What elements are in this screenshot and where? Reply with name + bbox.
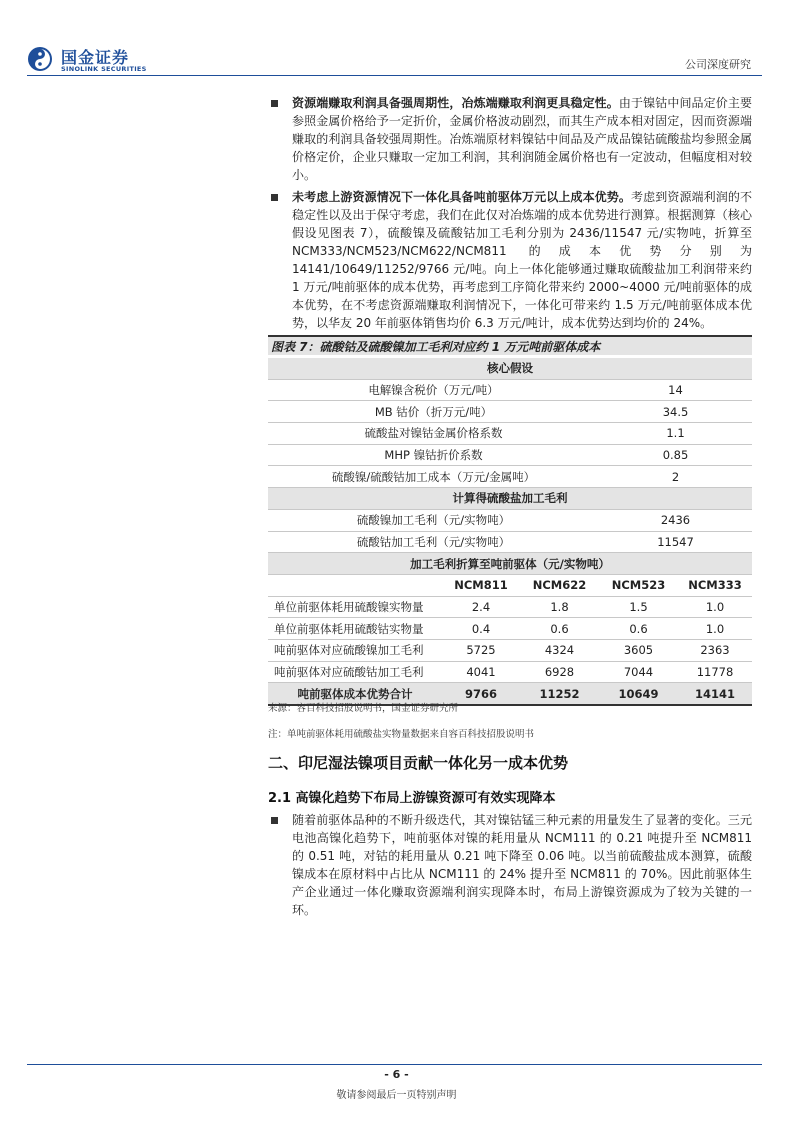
figure-note: 注：单吨前驱体耗用硫酸盐实物量数据来自容百科技招股说明书 [268, 729, 535, 740]
row-label: 硫酸盐对镍钴金属价格系数 [268, 423, 599, 445]
table-section-header [268, 488, 752, 510]
table-row [268, 661, 752, 683]
row-value: 14 [599, 379, 752, 401]
table-row [268, 401, 752, 423]
square-bullet-icon [271, 194, 278, 201]
table-row [268, 379, 752, 401]
bullet-heading: 未考虑上游资源情况下一体化具备吨前驱体万元以上成本优势。 [292, 190, 632, 204]
cell: 0.6 [520, 618, 599, 640]
data-table [268, 358, 752, 706]
table-column-header-row [268, 574, 752, 596]
page-number: - 6 - [384, 1068, 409, 1081]
section-label: 核心假设 [268, 358, 752, 379]
footer-divider [27, 1064, 762, 1065]
cell: 10649 [599, 683, 678, 705]
row-value: 34.5 [599, 401, 752, 423]
square-bullet-icon [271, 100, 278, 107]
cell: 1.0 [678, 596, 752, 618]
table-section-header [268, 553, 752, 575]
logo-english-name: SINOLINK SECURITIES [61, 65, 147, 73]
table-row [268, 509, 752, 531]
column-header: NCM333 [678, 574, 752, 596]
table-row [268, 596, 752, 618]
bullet-text: 考虑到资源端利润的不稳定性以及出于保守考虑，我们在此仅对冶炼端的成本优势进行测算。根据测算（核心假设见图表 7），硫酸镍及硫酸钴加工毛利分别为 2436/11547 元/实物吨，折算至 NCM333/NCM523/NCM622/NCM811 的成本优势分别为 14141/10649/11252/9766 元/吨。向上一体化能够通过赚取硫酸盐加工利润带来约 1 万元/吨前驱体的成本优势，再考虑到工序简化带来约 2000~4000 元/吨前驱体的成本优势，在不考虑资源端赚取利润情况下，一体化可带来约 1.5 万元/吨前驱体成本优势，以华友 20 年前驱体销售均价 6.3 万元/吨计，成本优势达到均价的 24%。 [292, 190, 752, 330]
cell: 2.4 [442, 596, 520, 618]
row-value: 11547 [599, 531, 752, 553]
row-value: 2 [599, 466, 752, 488]
table-section-header [268, 358, 752, 379]
row-label: MHP 镍钴折价系数 [268, 444, 599, 466]
figure-title: 图表 7：硫酸钴及硫酸镍加工毛利对应约 1 万元吨前驱体成本 [268, 335, 752, 355]
table-row [268, 618, 752, 640]
row-label: 吨前驱体对应硫酸钴加工毛利 [268, 661, 442, 683]
table-row [268, 444, 752, 466]
row-label: 吨前驱体成本优势合计 [268, 683, 442, 705]
cell: 14141 [678, 683, 752, 705]
section-label: 计算得硫酸盐加工毛利 [268, 488, 752, 510]
cell: 6928 [520, 661, 599, 683]
bullet-paragraph [268, 811, 752, 919]
logo-chinese-name: 国金证券 [61, 48, 130, 67]
section-body [268, 811, 752, 923]
table-row [268, 531, 752, 553]
logo [27, 44, 157, 78]
cell: 11252 [520, 683, 599, 705]
sinolink-logo-icon [27, 46, 53, 72]
cell: 11778 [678, 661, 752, 683]
bullet-heading: 资源端赚取利润具备强周期性，冶炼端赚取利润更具稳定性。 [292, 96, 619, 110]
figure-source: 来源：容百科技招股说明书，国金证券研究所 [268, 703, 459, 714]
column-header: NCM523 [599, 574, 678, 596]
row-value: 1.1 [599, 423, 752, 445]
cell: 2363 [678, 639, 752, 661]
column-header: NCM811 [442, 574, 520, 596]
bullet-paragraph [268, 188, 752, 332]
cell: 4324 [520, 639, 599, 661]
table-row [268, 423, 752, 445]
cell: 4041 [442, 661, 520, 683]
page-header [0, 0, 793, 80]
row-label: 硫酸镍加工毛利（元/实物吨） [268, 509, 599, 531]
cell: 0.6 [599, 618, 678, 640]
disclaimer: 敬请参阅最后一页特别声明 [336, 1090, 457, 1101]
table-row [268, 639, 752, 661]
cell: 1.5 [599, 596, 678, 618]
row-label: 硫酸镍/硫酸钴加工成本（万元/金属吨） [268, 466, 599, 488]
section-label: 加工毛利折算至吨前驱体（元/实物吨） [268, 553, 752, 575]
row-label: 单位前驱体耗用硫酸镍实物量 [268, 596, 442, 618]
row-label: 电解镍含税价（万元/吨） [268, 379, 599, 401]
row-label: 单位前驱体耗用硫酸钴实物量 [268, 618, 442, 640]
row-label: 吨前驱体对应硫酸镍加工毛利 [268, 639, 442, 661]
cell: 0.4 [442, 618, 520, 640]
cell: 1.0 [678, 618, 752, 640]
header-divider [27, 75, 762, 76]
row-value: 0.85 [599, 444, 752, 466]
column-header: NCM622 [520, 574, 599, 596]
bullet-text: 由于镍钴中间品定价主要参照金属价格给予一定折价，金属价格波动剧烈，而其生产成本相对固定，因而资源端赚取的利润具备较强周期性。冶炼端原材料镍钴中间品及产成品镍钴硫酸盐均参照金属价格定价，企业只赚取一定加工利润，其利润随金属价格也有一定波动，但幅度相对较小。 [292, 96, 752, 182]
row-label: 硫酸钴加工毛利（元/实物吨） [268, 531, 599, 553]
top-bullets [268, 94, 752, 336]
cell: 9766 [442, 683, 520, 705]
cell: 3605 [599, 639, 678, 661]
bullet-paragraph [268, 94, 752, 184]
section-heading: 二、印尼湿法镍项目贡献一体化另一成本优势 [268, 754, 569, 772]
row-value: 2436 [599, 509, 752, 531]
cell: 1.8 [520, 596, 599, 618]
report-type: 公司深度研究 [685, 58, 751, 71]
subsection-heading: 2.1 高镍化趋势下布局上游镍资源可有效实现降本 [268, 791, 556, 806]
square-bullet-icon [271, 817, 278, 824]
row-label: MB 钴价（折万元/吨） [268, 401, 599, 423]
cell: 7044 [599, 661, 678, 683]
table-row [268, 466, 752, 488]
bullet-text: 随着前驱体品种的不断升级迭代，其对镍钴锰三种元素的用量发生了显著的变化。三元电池高镍化趋势下，吨前驱体对镍的耗用量从 NCM111 的 0.21 吨提升至 NCM811 的 0.51 吨，对钴的耗用量从 0.21 吨下降至 0.06 吨。以当前硫酸盐成本测算，硫酸镍成本在原材料中占比从 NCM111 的 24% 提升至 NCM811 的 70%。因此前驱体生产企业通过一体化赚取资源端利润实现降本时，布局上游镍资源成为了较为关键的一环。 [292, 813, 752, 917]
cell: 5725 [442, 639, 520, 661]
